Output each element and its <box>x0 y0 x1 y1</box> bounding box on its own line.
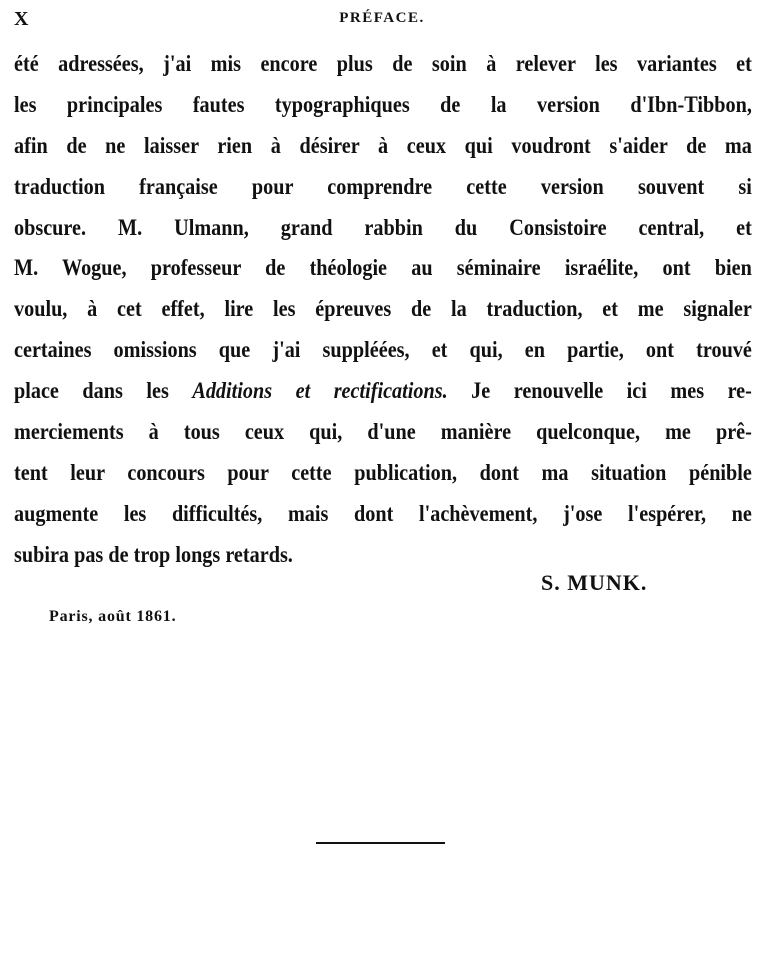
page-header <box>14 8 750 32</box>
italic-title: Additions et rectifications. <box>192 378 448 405</box>
text-line: merciements à tous ceux qui, d'une manière quelconque, me prê- <box>14 419 752 446</box>
line-prefix: place dans les <box>14 378 193 405</box>
running-head: PRÉFACE. <box>339 10 425 26</box>
section-end-rule <box>316 842 445 844</box>
text-line: tent leur concours pour cette publication, dont ma situation pénible <box>14 459 752 486</box>
text-line: les principales fautes typographiques de la version d'Ibn-Tibbon, <box>14 91 752 118</box>
preface-paragraph <box>14 44 752 576</box>
text-line: voulu, à cet effet, lire les épreuves de la traduction, et me signaler <box>14 296 752 323</box>
text-line: subira pas de trop longs retards. <box>14 541 293 568</box>
line-suffix: Je renouvelle ici mes re- <box>447 378 752 405</box>
text-line: obscure. M. Ulmann, grand rabbin du Consistoire central, et <box>14 214 752 241</box>
text-line: été adressées, j'ai mis encore plus de soin à relever les variantes et <box>14 51 752 77</box>
text-line: M. Wogue, professeur de théologie au séminaire israélite, ont bien <box>14 255 752 282</box>
text-line: certaines omissions que j'ai suppléées, et qui, en partie, ont trouvé <box>14 337 752 364</box>
place-date-line: Paris, août 1861. <box>49 608 177 625</box>
text-line-with-italic <box>14 371 752 412</box>
text-line: augmente les difficultés, mais dont l'achèvement, j'ose l'espérer, ne <box>14 500 752 527</box>
author-signature: S. MUNK. <box>541 570 648 595</box>
page-number: X <box>14 8 30 30</box>
text-line: afin de ne laisser rien à désirer à ceux qui voudront s'aider de ma <box>14 132 752 159</box>
text-line: traduction française pour comprendre cette version souvent si <box>14 173 752 200</box>
